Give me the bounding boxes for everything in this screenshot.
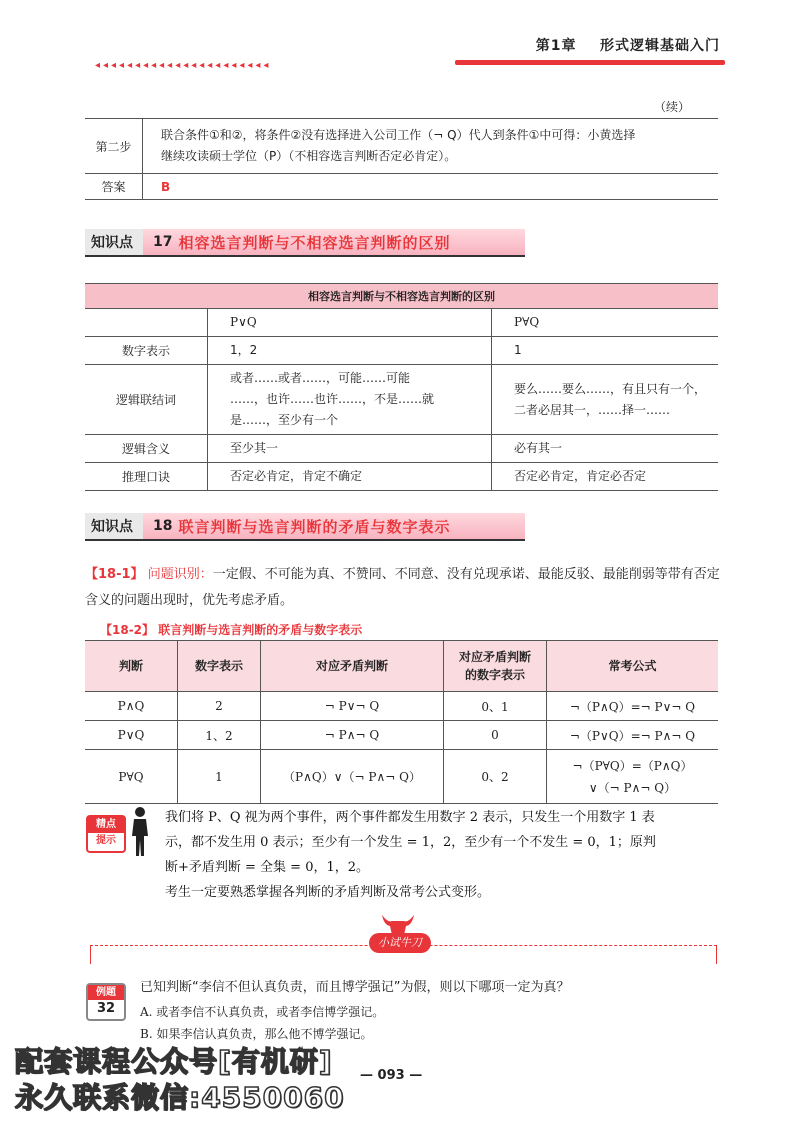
option-a: A. 或者李信不认真负责，或者李信博学强记。 (140, 1005, 385, 1019)
table-cell: ¬（P∧Q）=¬ P∨¬ Q (547, 692, 719, 721)
watermark-line: 永久联系微信:4550060 (15, 1081, 345, 1114)
continuation-table (85, 118, 718, 200)
tip-line: 考生一定要熟悉掌握各判断的矛盾判断及常考公式变形。 (165, 885, 491, 900)
section-heading: 联言判断与选言判断的矛盾与数字表示 (178, 517, 451, 536)
header-line: 的数字表示 (464, 668, 525, 682)
table-row (85, 119, 718, 174)
knowledge-badge: 知识点 (85, 513, 143, 539)
section-title-17 (85, 229, 525, 257)
section-number: 17 (153, 234, 173, 250)
table-cell: P∀Q (85, 750, 178, 804)
option-b: B. 如果李信认真负责，那么他不博学强记。 (140, 1027, 373, 1041)
tip-text (165, 805, 720, 905)
column-header: P∀Q (492, 309, 719, 337)
column-header: 数字表示 (178, 641, 261, 692)
example-badge-top: 例题 (88, 985, 124, 1000)
cell-line: 二者必居其一，……择一…… (514, 402, 671, 417)
step-label: 第二步 (85, 119, 143, 174)
step-text (143, 119, 719, 174)
header-dashes: ◂◂◂◂◂◂◂◂◂◂◂◂◂◂◂◂◂◂◂◂◂◂ (95, 60, 272, 71)
formula-line: ¬（P∀Q）=（P∧Q） (572, 758, 693, 773)
page-number: — 093 — (360, 1068, 423, 1083)
table-row (85, 309, 718, 337)
chapter-number: 第1章 (535, 38, 577, 54)
table-row (85, 692, 718, 721)
table-header-row (85, 641, 718, 692)
table-cell: P∧Q (85, 692, 178, 721)
table-cell (492, 365, 719, 435)
table-cell: （P∧Q）∨（¬ P∧¬ Q） (261, 750, 444, 804)
knowledge-badge: 知识点 (85, 229, 143, 255)
tip-line: 断+矛盾判断 = 全集 = 0，1，2。 (165, 860, 370, 875)
table-row (85, 365, 718, 435)
table-cell: 否定必肯定，肯定必否定 (492, 463, 719, 491)
column-header: P∨Q (208, 309, 492, 337)
sub-label: 【18-1】 (85, 567, 144, 582)
table-cell (547, 750, 719, 804)
example-badge (86, 983, 126, 1021)
table-row (85, 463, 718, 491)
row-label: 数字表示 (85, 337, 208, 365)
example-number: 32 (96, 1001, 116, 1016)
header-line: 对应矛盾判断 (458, 650, 531, 664)
cell-line: 或者……或者……，可能……可能 (230, 371, 411, 385)
row-label: 逻辑含义 (85, 435, 208, 463)
step-text-line: 联合条件①和②，将条件②没有选择进入公司工作（¬ Q）代人到条件①中可得：小黄选择 (161, 128, 636, 142)
person-icon (128, 806, 152, 858)
tip-icon (86, 815, 126, 853)
table-cell: 0 (444, 721, 547, 750)
cell-line: 要么……要么……，有且只有一个， (514, 381, 707, 396)
paragraph-18-1 (85, 562, 720, 614)
table-row (85, 284, 718, 309)
section-number: 18 (153, 518, 173, 534)
table-cell: 必有其一 (492, 435, 719, 463)
table-cell: ¬ P∧¬ Q (261, 721, 444, 750)
example-question: 已知判断“李信不但认真负责，而且博学强记”为假，则以下哪项一定为真？ (140, 980, 570, 995)
table-cell: 否定必肯定，肯定不确定 (208, 463, 492, 491)
table-row (85, 174, 718, 200)
column-header (444, 641, 547, 692)
column-header: 对应矛盾判断 (261, 641, 444, 692)
table-cell: 2 (178, 692, 261, 721)
section-title-18 (85, 513, 525, 541)
table-cell: 0、2 (444, 750, 547, 804)
answer-value: B (143, 174, 719, 200)
step-text-line: 继续攻读硕士学位（P）（不相容选言判断否定必肯定）。 (161, 149, 457, 163)
table-cell: ¬ P∨¬ Q (261, 692, 444, 721)
chapter-header (536, 35, 720, 55)
formula-line: ∨（¬ P∧¬ Q） (588, 780, 677, 795)
table-cell: 1、2 (178, 721, 261, 750)
tip-line: 示，都不发生用 0 表示；至少有一个发生 = 1，2，至少有一个不发生 = 0，1；原判 (165, 835, 656, 850)
table-cell (208, 365, 492, 435)
table-cell: 0、1 (444, 692, 547, 721)
paragraph-text: 一定假、不可能为真、不赞同、不同意、没有兑现承诺、最能反驳、最能削弱等带有否定含义的问题出现时，优先考虑矛盾。 (85, 567, 720, 608)
sub-heading-18-2: 【18-2】 联言判断与选言判断的矛盾与数字表示 (100, 623, 363, 637)
row-label: 逻辑联结词 (85, 365, 208, 435)
table-row (85, 750, 718, 804)
header-rule (455, 60, 725, 65)
contradiction-table (85, 640, 718, 804)
table-cell: 1 (492, 337, 719, 365)
table-cell: P∨Q (85, 721, 178, 750)
cell-line: 是……，至少有一个 (230, 413, 339, 427)
table-cell: ¬（P∨Q）=¬ P∧¬ Q (547, 721, 719, 750)
table-row (85, 337, 718, 365)
sub-label-question: 问题识别： (147, 567, 213, 582)
comparison-table (85, 283, 718, 491)
tip-icon-bottom: 提示 (96, 835, 116, 846)
section-heading: 相容选言判断与不相容选言判断的区别 (178, 233, 451, 252)
chapter-title: 形式逻辑基础入门 (600, 38, 720, 54)
table-cell: 1，2 (208, 337, 492, 365)
table-row (85, 721, 718, 750)
column-header: 常考公式 (547, 641, 719, 692)
row-label: 推理口诀 (85, 463, 208, 491)
tip-line: 我们将 P、Q 视为两个事件，两个事件都发生用数字 2 表示，只发生一个用数字 1 表 (165, 810, 655, 825)
answer-label: 答案 (85, 174, 143, 200)
table-cell: 至少其一 (208, 435, 492, 463)
table-cell: 1 (178, 750, 261, 804)
table-caption: 相容选言判断与不相容选言判断的区别 (85, 284, 718, 309)
table-cell (85, 309, 208, 337)
table-row (85, 435, 718, 463)
divider-label: 小试牛刀 (369, 933, 431, 953)
tip-icon-top: 精点 (88, 817, 124, 833)
continued-label: （续） (653, 100, 690, 114)
watermark-line: 配套课程公众号[有机研] (15, 1045, 333, 1078)
column-header: 判断 (85, 641, 178, 692)
cell-line: ……，也许……也许……，不是……就 (230, 392, 435, 406)
